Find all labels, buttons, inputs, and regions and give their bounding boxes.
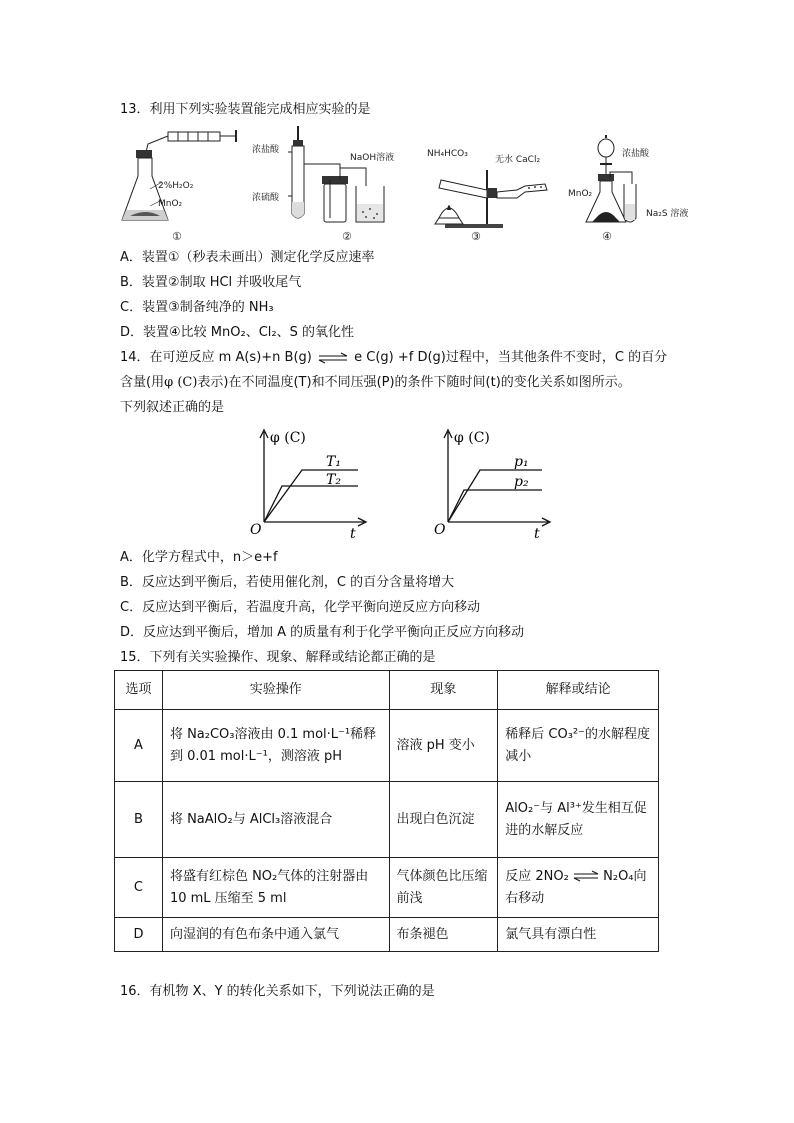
q13-stem: 13．利用下列实验装置能完成相应实验的是 <box>120 102 371 117</box>
row-conclusion-a: 反应 2NO₂ <box>505 868 569 884</box>
apparatus-4-label: Na₂S 溶液 <box>646 209 689 219</box>
apparatus-4-label: MnO₂ <box>568 189 593 199</box>
header-conclusion: 解释或结论 <box>498 671 659 710</box>
row-conclusion: 稀释后 CO₃²⁻的水解程度减小 <box>498 710 659 782</box>
header-option: 选项 <box>115 671 163 710</box>
apparatus-3-figure <box>425 140 565 244</box>
graph1-xlabel: t <box>350 526 356 540</box>
graph-pressure <box>430 424 560 540</box>
q14-option-a: A．化学方程式中，n＞e+f <box>120 550 278 565</box>
graph2-xlabel: t <box>534 526 540 540</box>
row-option: D <box>115 918 163 952</box>
row-phenomenon: 气体颜色比压缩前浅 <box>389 858 498 918</box>
graph1-upper-label: T₁ <box>326 454 341 470</box>
graph1-ylabel: φ (C) <box>270 430 306 446</box>
row-option: B <box>115 782 163 858</box>
graph1-curve-t1 <box>264 470 358 522</box>
apparatus-2-label: 浓盐酸 <box>252 145 280 155</box>
graph1-curve-t2 <box>264 486 358 522</box>
q14-option-c: C．反应达到平衡后，若温度升高，化学平衡向逆反应方向移动 <box>120 600 481 615</box>
apparatus-2-label: 浓硫酸 <box>252 193 280 203</box>
row-conclusion: AlO₂⁻与 Al³⁺发生相互促进的水解反应 <box>498 782 659 858</box>
table-row <box>115 918 659 952</box>
apparatus-2-label: NaOH溶液 <box>350 153 395 163</box>
table-row <box>115 782 659 858</box>
experiment-table <box>114 670 659 952</box>
graph2-curve-p2 <box>448 490 542 522</box>
header-operation: 实验操作 <box>162 671 389 710</box>
row-phenomenon: 布条褪色 <box>389 918 498 952</box>
q14-stem-line3: 下列叙述正确的是 <box>120 400 225 415</box>
apparatus-3-number: ③ <box>471 230 481 243</box>
header-phenomenon: 现象 <box>389 671 498 710</box>
apparatus-4-figure <box>566 134 706 244</box>
phi-c-symbol: φ (C) <box>164 375 198 390</box>
table-row <box>115 858 659 918</box>
q13-option-a: A．装置①（秒表未画出）测定化学反应速率 <box>120 250 375 265</box>
graph-temperature <box>246 424 376 540</box>
apparatus-1-label: MnO₂ <box>158 199 183 209</box>
q14-stem-line1-b: e C(g) +f D(g)过程中，当其他条件不变时，C 的百分 <box>354 350 668 365</box>
row-option: A <box>115 710 163 782</box>
row-option: C <box>115 858 163 918</box>
q16-stem: 16．有机物 X、Y 的转化关系如下，下列说法正确的是 <box>120 984 435 999</box>
table-header-row <box>115 671 659 710</box>
graph2-origin: O <box>434 522 446 538</box>
row-conclusion-b: N₂O₄向右移动 <box>505 868 647 906</box>
q14-option-b: B．反应达到平衡后，若使用催化剂，C 的百分含量将增大 <box>120 575 455 590</box>
row-phenomenon: 出现白色沉淀 <box>389 782 498 858</box>
q15-stem: 15．下列有关实验操作、现象、解释或结论都正确的是 <box>120 650 436 665</box>
q14-stem-line2 <box>120 373 631 393</box>
q13-option-b: B．装置②制取 HCl 并吸收尾气 <box>120 275 302 290</box>
apparatus-4-label: 浓盐酸 <box>622 149 650 159</box>
apparatus-1-figure <box>118 124 248 244</box>
apparatus-1-number: ① <box>172 230 182 243</box>
graph2-upper-label: p₁ <box>514 454 529 470</box>
q14-option-d: D．反应达到平衡后，增加 A 的质量有利于化学平衡向正反应方向移动 <box>120 625 525 640</box>
table-row <box>115 710 659 782</box>
equilibrium-arrow-icon <box>317 352 349 364</box>
row-operation: 将 Na₂CO₃溶液由 0.1 mol·L⁻¹稀释到 0.01 mol·L⁻¹，测溶液 pH <box>162 710 389 782</box>
q14-stem-line2-a: 含量(用 <box>120 375 165 390</box>
row-operation: 向湿润的有色布条中通入氯气 <box>162 918 389 952</box>
graph2-lower-label: p₂ <box>514 474 529 490</box>
apparatus-3-label: 无水 CaCl₂ <box>495 155 541 165</box>
graph1-origin: O <box>250 522 262 538</box>
q14-stem-line1-a: 14．在可逆反应 m A(s)+n B(g) <box>120 350 312 365</box>
row-operation: 将 NaAlO₂与 AlCl₃溶液混合 <box>162 782 389 858</box>
q13-option-c: C．装置③制备纯净的 NH₃ <box>120 300 274 315</box>
row-phenomenon: 溶液 pH 变小 <box>389 710 498 782</box>
q13-option-d: D．装置④比较 MnO₂、Cl₂、S 的氧化性 <box>120 325 354 340</box>
apparatus-1-label: 2%H₂O₂ <box>158 181 194 191</box>
graph1-lower-label: T₂ <box>326 472 341 488</box>
apparatus-4-number: ④ <box>602 230 612 243</box>
graph2-ylabel: φ (C) <box>454 430 490 446</box>
row-operation: 将盛有红棕色 NO₂气体的注射器由 10 mL 压缩至 5 ml <box>162 858 389 918</box>
apparatus-2-number: ② <box>342 230 352 243</box>
apparatus-3-label: NH₄HCO₃ <box>427 149 468 159</box>
row-conclusion <box>498 858 659 918</box>
equilibrium-arrow-icon <box>573 870 599 882</box>
row-conclusion: 氯气具有漂白性 <box>498 918 659 952</box>
apparatus-2-figure <box>250 124 410 244</box>
q14-stem-line2-b: 表示)在不同温度(T)和不同压强(P)的条件下随时间(t)的变化关系如图所示。 <box>197 375 631 390</box>
q14-stem-line1 <box>120 348 667 368</box>
